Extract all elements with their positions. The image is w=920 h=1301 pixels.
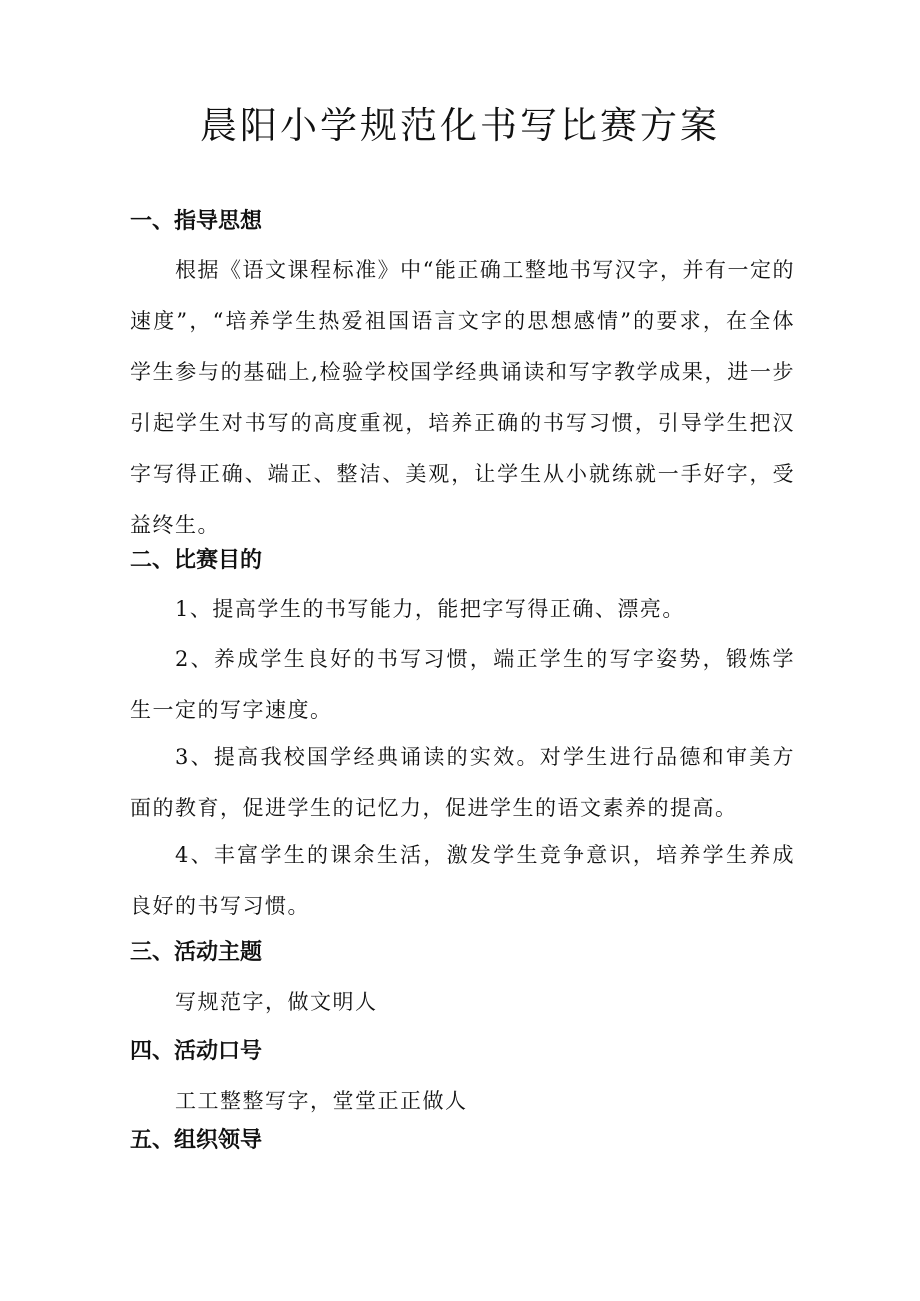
section-heading-leadership: 五、组织领导 xyxy=(130,1128,263,1153)
section-heading-theme: 三、活动主题 xyxy=(130,940,263,965)
paragraph-guiding-thought: 根据《语文课程标准》中“能正确工整地书写汉字，并有一定的速度”，“培养学生热爱祖国语言文字的思想感情”的要求，在全体学生参与的基础上,检验学校国学经典诵读和写字教学成果，进一步引起学生对书写的高度重视，培养正确的书写习惯，引导学生把汉字写得正确、端正、整洁、美观，让学生从小就练就一手好字，受益终生。 xyxy=(130,258,795,537)
section-heading-slogan: 四、活动口号 xyxy=(130,1039,263,1064)
paragraph-purpose-3: 3、提高我校国学经典诵读的实效。对学生进行品德和审美方面的教育，促进学生的记忆力，促进学生的语文素养的提高。 xyxy=(130,745,795,820)
paragraph-theme: 写规范字，做文明人 xyxy=(175,990,378,1014)
paragraph-slogan: 工工整整写字，堂堂正正做人 xyxy=(175,1089,468,1113)
paragraph-purpose-2: 2、养成学生良好的书写习惯，端正学生的写字姿势，锻炼学生一定的写字速度。 xyxy=(130,647,795,722)
section-heading-guiding-thought: 一、指导思想 xyxy=(130,209,263,234)
section-heading-purpose: 二、比赛目的 xyxy=(130,548,263,573)
paragraph-purpose-4: 4、丰富学生的课余生活，激发学生竞争意识，培养学生养成良好的书写习惯。 xyxy=(130,843,795,918)
paragraph-purpose-1: 1、提高学生的书写能力，能把字写得正确、漂亮。 xyxy=(175,597,685,621)
document-title: 晨阳小学规范化书写比赛方案 xyxy=(200,104,720,147)
